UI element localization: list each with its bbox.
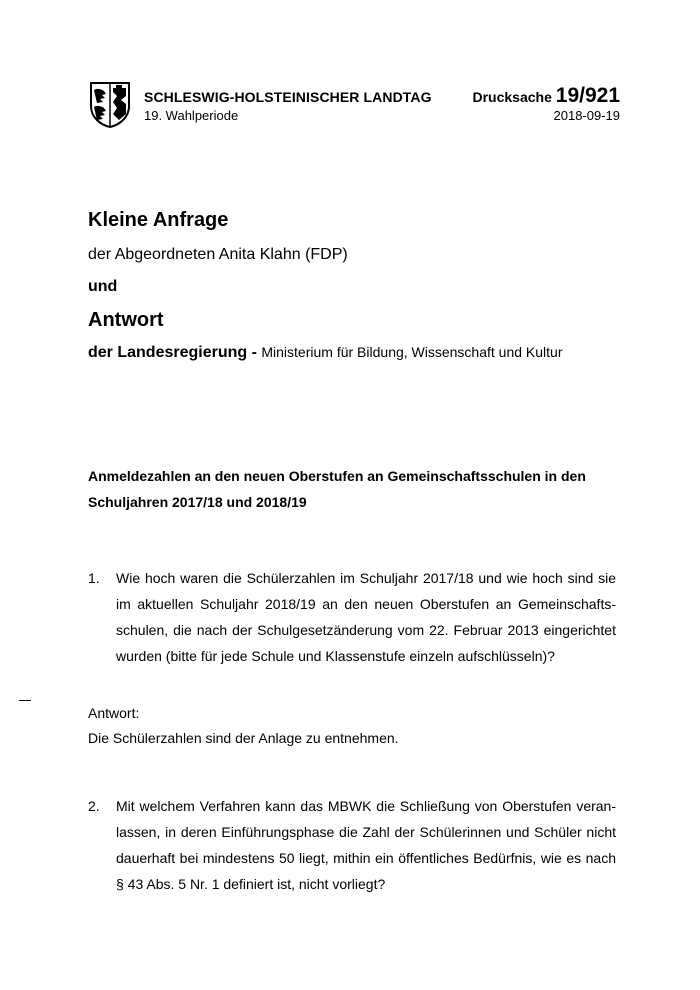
drucksache-label: Drucksache [472,89,552,105]
drucksache-reference [472,84,620,108]
drucksache-number: 19/921 [555,84,620,107]
ministry-name: Ministerium für Bildung, Wissenschaft und Kultur [261,344,563,360]
government-line [88,344,563,362]
question-item [88,793,616,897]
subject-heading: Anmeldezahlen an den neuen Oberstufen an Gemeinschaftsschulen in den Schuljahren 2017/18 und 2018/19 [88,468,586,510]
document-title-antwort: Antwort [88,309,164,331]
coat-of-arms-icon [88,80,132,128]
connector-und: und [88,278,118,295]
answer-label: Antwort: [88,705,140,721]
question-number: 2. [88,798,100,814]
government-label: der Landesregierung - [88,344,257,361]
election-period: 19. Wahlperiode [144,108,239,123]
answer-text: Die Schülerzahlen sind der Anlage zu entnehmen. [88,730,399,746]
question-text: Mit welchem Verfahren kann das MBWK die Schließung von Oberstufen veran-lassen, in deren Einführungsphase die Zahl der Schülerinnen und Schüler nicht dauerhaft bei mindestens 50 liegt, mithin ein öffentliches Bedürfnis, wie es nach § 43 Abs. 5 Nr. 1 definiert ist, nicht vorliegt? [116,798,616,892]
question-number: 1. [88,570,100,586]
document-title-kleine-anfrage: Kleine Anfrage [88,209,229,231]
document-date: 2018-09-19 [553,108,620,123]
margin-mark [19,700,31,701]
question-text: Wie hoch waren die Schülerzahlen im Schuljahr 2017/18 und wie hoch sind sie im aktuellen Schuljahr 2018/19 an den neuen Oberstufen an Gemeinschafts-schulen, die nach der Schulgesetzänderung vom 22. Februar 2013 eingerichtet wurden (bitte für jede Schule und Klassenstufe einzeln aufschlüsseln)? [116,570,616,664]
organization-name: SCHLESWIG-HOLSTEINISCHER LANDTAG [144,89,432,105]
question-item [88,565,616,669]
requester-line: der Abgeordneten Anita Klahn (FDP) [88,246,348,263]
